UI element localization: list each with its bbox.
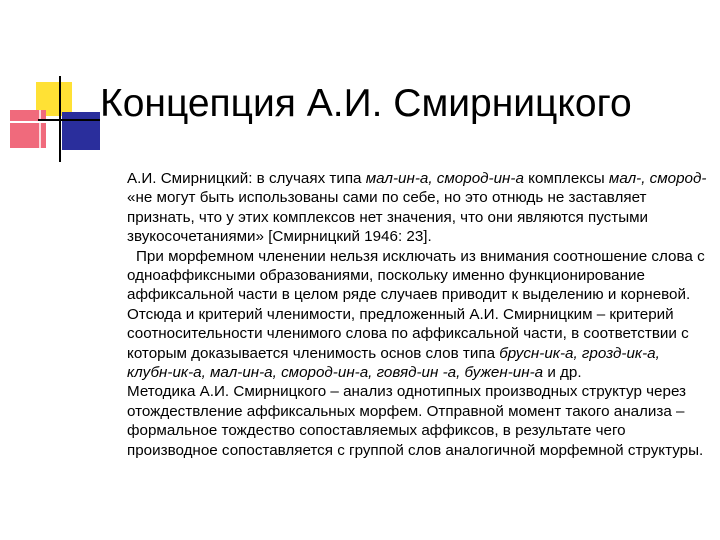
paragraph-1-lead: А.И. Смирницкий: в случаях типа: [127, 170, 366, 187]
slide-title: Концепция А.И. Смирницкого: [100, 82, 632, 125]
paragraph-2-examples: брусн-ик-а, грозд-ик-а, клубн-ик-а, мал-ин-а, смород-ин-а, говяд-ин -а, бужен-ин-а: [127, 344, 660, 382]
paragraph-2-lead: При морфемном членении нельзя исключать из внимания соотношение слова с одноаффиксными образованиями, поскольку именно функционирование аффиксальной части в целом ряде случаев приводит к выделению и корневой. Отсюда и критерий членимости, предложенный А.И. Смирницким – критерий соотносительности членимого слова по аффиксальной части, в соответствии с которым доказывается членимость основ слов типа: [127, 247, 705, 362]
paragraph-1-tail: «не могут быть использованы сами по себе, но это отнюдь не заставляет признать, что у этих комплексов нет значения, что они являются пустыми звукосочетаниями» [Смирницкий 1946: 23].: [127, 189, 649, 246]
paragraph-2: [127, 247, 707, 383]
title-decoration-icon: [0, 0, 100, 180]
paragraph-1: [127, 169, 707, 247]
paragraph-1-example-1: мал-ин-а, смород-ин-а: [365, 170, 524, 187]
paragraph-1-example-2: мал-, смород-: [608, 170, 707, 187]
deco-blue-square: [62, 112, 100, 150]
paragraph-2-tail: и др.: [543, 364, 582, 382]
slide-body: [127, 169, 707, 460]
paragraph-1-mid: комплексы: [523, 170, 609, 187]
paragraph-3: Методика А.И. Смирницкого – анализ однотипных производных структур через отождествление аффиксальных морфем. Отправной момент такого анализа – формальное тождество сопоставляемых аффиксов, в результате чего производное сопоставляется с группой слов аналогичной морфемной структуры.: [127, 383, 704, 459]
